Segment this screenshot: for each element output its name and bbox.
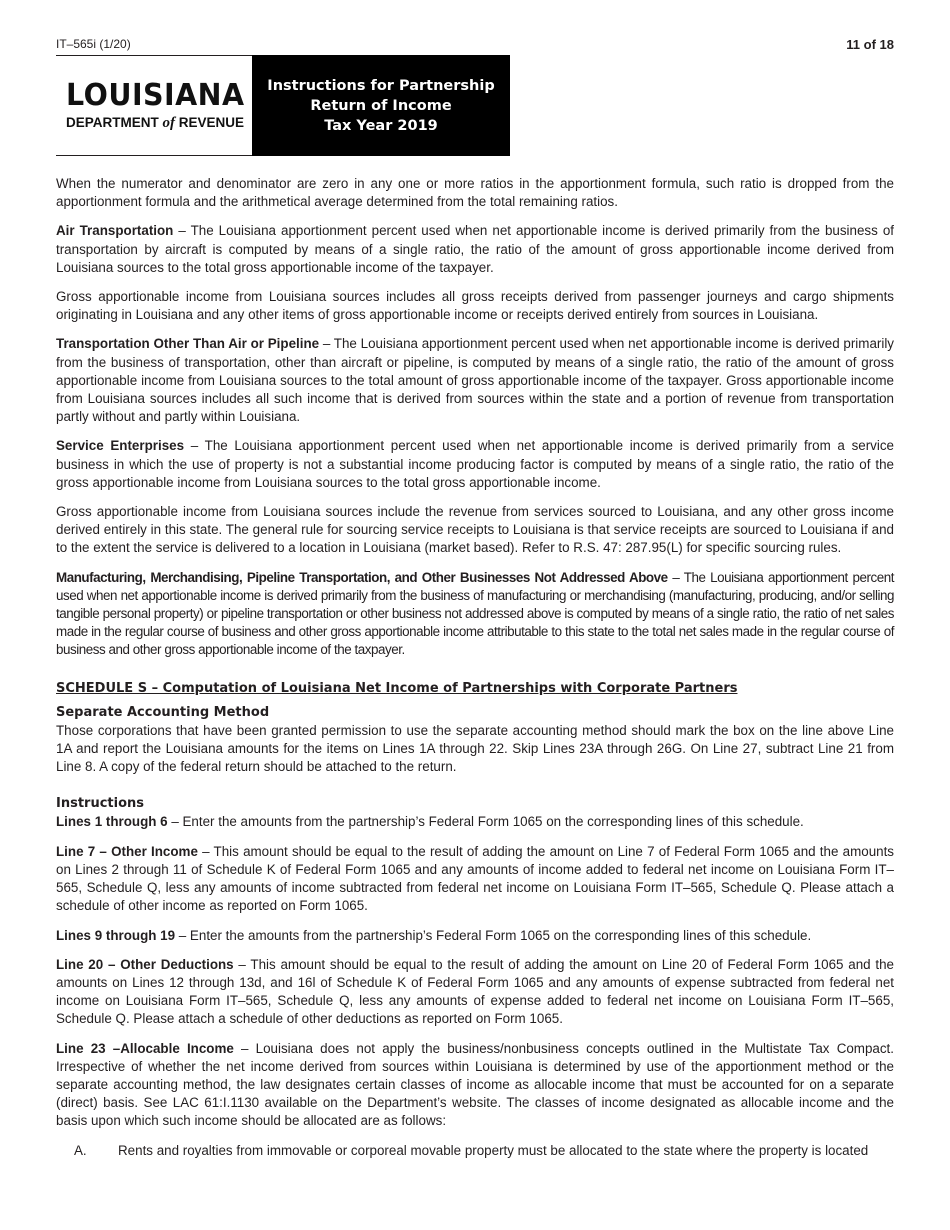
text-line-23: – Louisiana does not apply the business/nonbusiness concepts outlined in the Multistate Tax Compact. Irrespective of whether the net income derived from sources within Louisiana is determined by use of the apportionment method or the separate accounting method, the law designates certain classes of income as allocable income that must be accounted for on a separate (direct) basis. See LAC 61:I.1130 available on the Department’s website. The classes of income designated as allocable income and the basis upon which such income should be allocated are as follows: (56, 1040, 894, 1129)
paragraph-air-transportation (56, 222, 894, 277)
logo-wordmark: LOUISIANA (66, 78, 245, 113)
text-line-20: – This amount should be equal to the result of adding the amount on Line 20 of Federal Form 1065 and the amounts on Lines 12 through 13d, and 16l of Schedule K of Federal Form 1065 and any amounts of expense subtracted from federal net income on Louisiana Form IT–565, Schedule Q, less any amounts of expense added to federal net income on Louisiana Form IT–565, Schedule Q. Please attach a schedule of other deductions as reported on Form 1065. (56, 956, 894, 1027)
list-marker-a: A. (74, 1142, 87, 1158)
term-air-transportation: Air Transportation (56, 223, 174, 239)
louisiana-revenue-logo (56, 56, 252, 155)
paragraph-lines-1-6 (56, 813, 894, 831)
term-manufacturing: Manufacturing, Merchandising, Pipeline Transportation, and Other Businesses Not Addressed Above (56, 569, 668, 585)
paragraph-line-20 (56, 956, 894, 1029)
document-body (56, 175, 894, 1160)
text-lines-9-19: – Enter the amounts from the partnership’s Federal Form 1065 on the corresponding lines of this schedule. (175, 927, 812, 943)
document-title-box (252, 55, 510, 156)
paragraph-manufacturing (56, 569, 894, 660)
paragraph-line-7 (56, 843, 894, 916)
header-bottom-rule (56, 155, 252, 156)
logo-sub-department: DEPARTMENT (66, 115, 159, 130)
term-other-transportation: Transportation Other Than Air or Pipeline (56, 336, 320, 352)
paragraph-lines-9-19 (56, 927, 894, 945)
form-id: IT–565i (1/20) (56, 37, 131, 51)
term-line-20: Line 20 – Other Deductions (56, 956, 234, 972)
paragraph-other-transportation (56, 335, 894, 426)
logo-sub-revenue: REVENUE (178, 115, 245, 130)
page-number: 11 of 18 (846, 37, 894, 52)
text-air-transportation: – The Louisiana apportionment percent used when net apportionable income is derived primarily from the business of transportation by aircraft is computed by means of a single ratio, the ratio of the amount of gross apportionable income derived from Louisiana sources to the total gross apportionable income of the taxpayer. (56, 223, 894, 275)
title-line-2: Return of Income (310, 97, 452, 114)
term-line-7: Line 7 – Other Income (56, 843, 198, 859)
list-item-a (56, 1142, 894, 1160)
instructions-heading: Instructions (56, 796, 145, 812)
paragraph-gross-income-sources: Gross apportionable income from Louisiana sources includes all gross receipts derived from passenger journeys and cargo shipments originating in Louisiana and any other items of gross apportionable income or receipts derived entirely from sources in Louisiana. (56, 289, 894, 323)
title-line-1: Instructions for Partnership (267, 77, 495, 94)
text-lines-1-6: – Enter the amounts from the partnership’s Federal Form 1065 on the corresponding lines of this schedule. (167, 814, 804, 830)
paragraph-separate-accounting: Those corporations that have been granted permission to use the separate accounting method should mark the box on the line above Line 1A and report the Louisiana amounts for the items on Lines 1A through 22. Skip Lines 23A through 26G. On Line 27, subtract Line 21 from Line 8. A copy of the federal return should be attached to the return. (56, 722, 894, 775)
paragraph-service-enterprises (56, 437, 894, 492)
paragraph-service-sourcing: Gross apportionable income from Louisiana sources include the revenue from services sourced to Louisiana, and any other gross income derived entirely in this state. The general rule for sourcing service receipts to Louisiana is that service receipts are sourced to Louisiana if and to the extent the service is delivered to a location in Louisiana (market based). Refer to R.S. 47: 287.95(L) for specific sourcing rules. (56, 504, 894, 556)
term-line-23: Line 23 –Allocable Income (56, 1040, 234, 1056)
logo-sub-of: of (162, 115, 176, 131)
text-line-7: – This amount should be equal to the result of adding the amount on Line 7 of Federal Form 1065 and the amounts on Lines 2 through 11 of Schedule K of Federal Form 1065 and any amounts of income added to federal net income on Louisiana Form IT–565, Schedule Q, less any amounts of income subtracted from federal net income on Louisiana Form IT–565, Schedule Q. Please attach a schedule of other income as reported on Form 1065. (56, 843, 895, 914)
separate-accounting-heading: Separate Accounting Method (56, 704, 270, 720)
paragraph-line-23 (56, 1040, 894, 1131)
logo-subtitle (66, 115, 244, 132)
text-service-enterprises: – The Louisiana apportionment percent used when net apportionable income is derived primarily from a service business in which the use of property is not a substantial income producing factor is computed by means of a single ratio, the ratio of the gross apportionable income from Louisiana sources to the total gross apportionable income. (56, 438, 894, 490)
schedule-s-heading: SCHEDULE S – Computation of Louisiana Net Income of Partnerships with Corporate Partners (56, 680, 738, 696)
term-service-enterprises: Service Enterprises (56, 438, 185, 454)
list-text-a: Rents and royalties from immovable or corporeal movable property must be allocated to the state where the property is located (118, 1142, 869, 1158)
term-lines-9-19: Lines 9 through 19 (56, 927, 176, 943)
title-line-3: Tax Year 2019 (324, 117, 438, 134)
text-manufacturing: – The Louisiana apportionment percent used when net apportionable income is derived primarily from the business of manufacturing or merchandising (manufacturing, producing, and/or selling tangible personal property) or pipeline transportation or other business not addressed above is computed by means of a single ratio, the ratio of net sales made in the regular course of business and other gross apportionable income attributable to this state to the total net sales made in the regular course of business and other gross apportionable income of the taxpayer. (56, 569, 894, 658)
term-lines-1-6: Lines 1 through 6 (56, 814, 168, 830)
paragraph-zero-ratios: When the numerator and denominator are zero in any one or more ratios in the apportionment formula, such ratio is dropped from the apportionment formula and the arithmetical average determined from the total remaining ratios. (56, 176, 894, 210)
text-other-transportation: – The Louisiana apportionment percent used when net apportionable income is derived primarily from the business of transportation, other than aircraft or pipeline, is computed by means of a single ratio, the ratio of the amount of gross apportionable income from Louisiana sources to the total amount of gross apportionable income of the taxpayer. Gross apportionable income from Louisiana sources includes all such income that is derived from sources within the state and a portion of revenue from transportation partly without and partly within Louisiana. (56, 336, 894, 425)
